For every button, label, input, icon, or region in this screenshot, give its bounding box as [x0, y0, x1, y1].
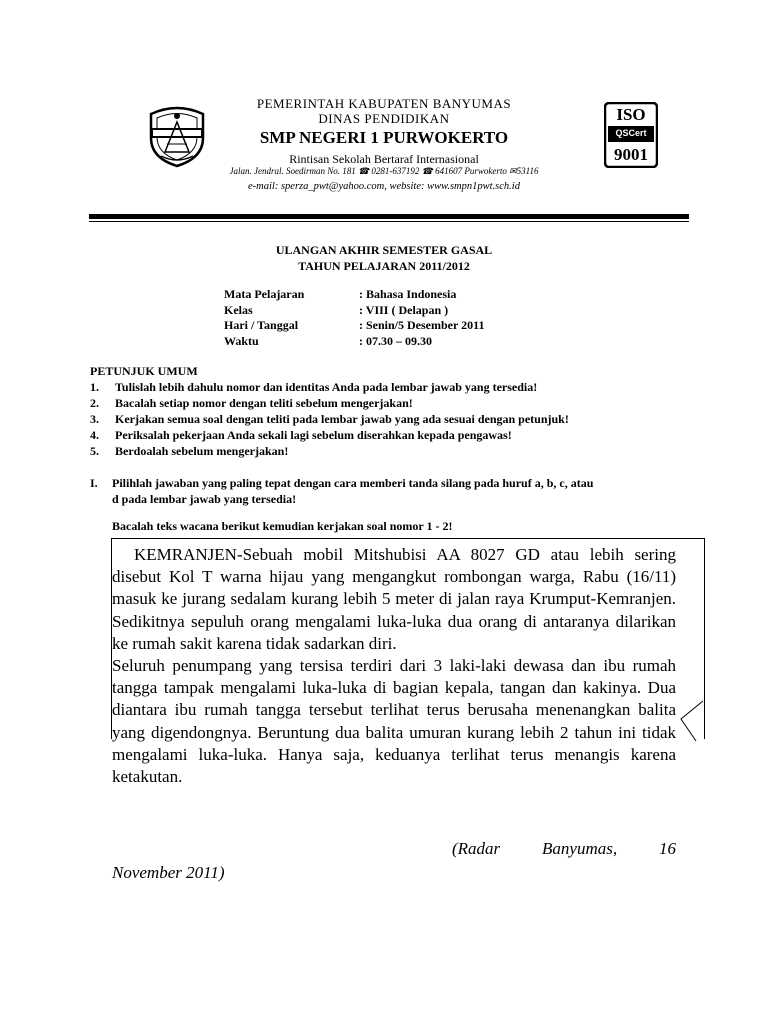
passage-paragraph-2 [112, 655, 676, 788]
iso-qscert: QSCert [615, 128, 647, 138]
passage-paragraph-1 [112, 544, 676, 655]
info-value: : Senin/5 Desember 2011 [359, 318, 485, 332]
item-number: 4. [90, 428, 99, 442]
item-text: Periksalah pekerjaan Anda sekali lagi sebelum diserahkan kepada pengawas! [115, 428, 512, 442]
exam-title: ULANGAN AKHIR SEMESTER GASAL [275, 243, 493, 257]
item-text: Bacalah setiap nomor dengan teliti sebelum mengerjakan! [115, 396, 413, 410]
info-label: Hari / Tanggal [224, 318, 299, 332]
exam-info-table [224, 287, 484, 349]
iso-badge [604, 102, 658, 168]
header-address: Jalan. Jendral. Soedirman No. 181 ☎ 0281-637192 ☎ 641607 Purwokerto ✉53116 [229, 166, 539, 176]
passage-text-1: KEMRANJEN-Sebuah mobil Mitshubisi AA 8027 GD atau lebih sering disebut Kol T warna hijau yang mengangkut rombongan warga, Rabu (16/11) masuk ke jurang sedalam kurang lebih 5 meter di jalan raya Krumput-Kemranjen. Sedikitnya sepuluh orang mengalami luka-luka dua orang di antaranya dilarikan ke rumah sakit karena tidak sadarkan diri. [112, 545, 676, 653]
exam-info-row [224, 318, 484, 334]
info-value: : 07.30 – 09.30 [359, 333, 432, 348]
list-item [90, 380, 569, 396]
info-label: Kelas [224, 302, 253, 317]
item-text: Kerjakan semua soal dengan teliti pada lembar jawab yang ada sesuai dengan petunjuk! [115, 412, 569, 426]
info-label: Waktu [224, 333, 259, 348]
item-number: 5. [90, 444, 99, 458]
section-text-line2: d pada lembar jawab yang tersedia! [112, 492, 297, 506]
instructions-heading: PETUNJUK UMUM [90, 364, 198, 378]
header-contact: e-mail: sperza_pwt@yahoo.com, website: www.smpn1pwt.sch.id [248, 181, 520, 192]
header-tagline: Rintisan Sekolah Bertaraf Internasional [289, 152, 479, 166]
info-value: : VIII ( Delapan ) [359, 302, 449, 317]
item-number: 2. [90, 396, 99, 410]
item-text: Tulislah lebih dahulu nomor dan identitas Anda pada lembar jawab yang tersedia! [115, 380, 538, 394]
list-item [90, 412, 569, 428]
list-item [90, 396, 569, 412]
source-line-1: (Radar Banyumas, 16 [452, 839, 676, 858]
item-number: 3. [90, 412, 99, 426]
header-rule-thin [89, 221, 689, 222]
instructions-list [90, 380, 569, 460]
passage-source [112, 837, 676, 885]
iso-number: 9001 [614, 145, 648, 164]
info-value: : Bahasa Indonesia [359, 287, 457, 301]
list-item [90, 444, 569, 460]
item-number: 1. [90, 380, 99, 394]
exam-info-row [224, 287, 484, 303]
header-government: PEMERINTAH KABUPATEN BANYUMAS [256, 96, 512, 111]
page-curl-icon [680, 693, 706, 743]
section-number: I. [90, 476, 98, 490]
info-label: Mata Pelajaran [224, 287, 305, 301]
exam-year: TAHUN PELAJARAN 2011/2012 [298, 259, 470, 273]
news-passage [112, 544, 676, 788]
iso-label: ISO [616, 105, 646, 124]
header-department: DINAS PENDIDIKAN [318, 111, 450, 126]
exam-info-row [224, 303, 484, 319]
passage-instruction: Bacalah teks wacana berikut kemudian kerjakan soal nomor 1 - 2! [112, 519, 453, 533]
header-rule-thick [89, 214, 689, 219]
item-text: Berdoalah sebelum mengerjakan! [115, 444, 289, 458]
list-item [90, 428, 569, 444]
source-line-2: November 2011) [112, 863, 225, 882]
section-text-line1: Pilihlah jawaban yang paling tepat dengan cara memberi tanda silang pada huruf a, b, c, atau [112, 476, 594, 490]
exam-info-row [224, 334, 484, 350]
passage-text-2: Seluruh penumpang yang tersisa terdiri dari 3 laki-laki dewasa dan ibu rumah tangga tampak mengalami luka-luka di bagian kepala, tangan dan kakinya. Dua diantara ibu rumah tangga tersebut terlihat terus berusaha menenangkan balita yang digendongnya. Beruntung dua balita umuran kurang lebih 2 tahun ini tidak mengalami luka-luka. Hanya saja, keduanya terlihat terus menangis karena ketakutan. [112, 656, 676, 787]
header-school-name: SMP NEGERI 1 PURWOKERTO [259, 128, 509, 147]
